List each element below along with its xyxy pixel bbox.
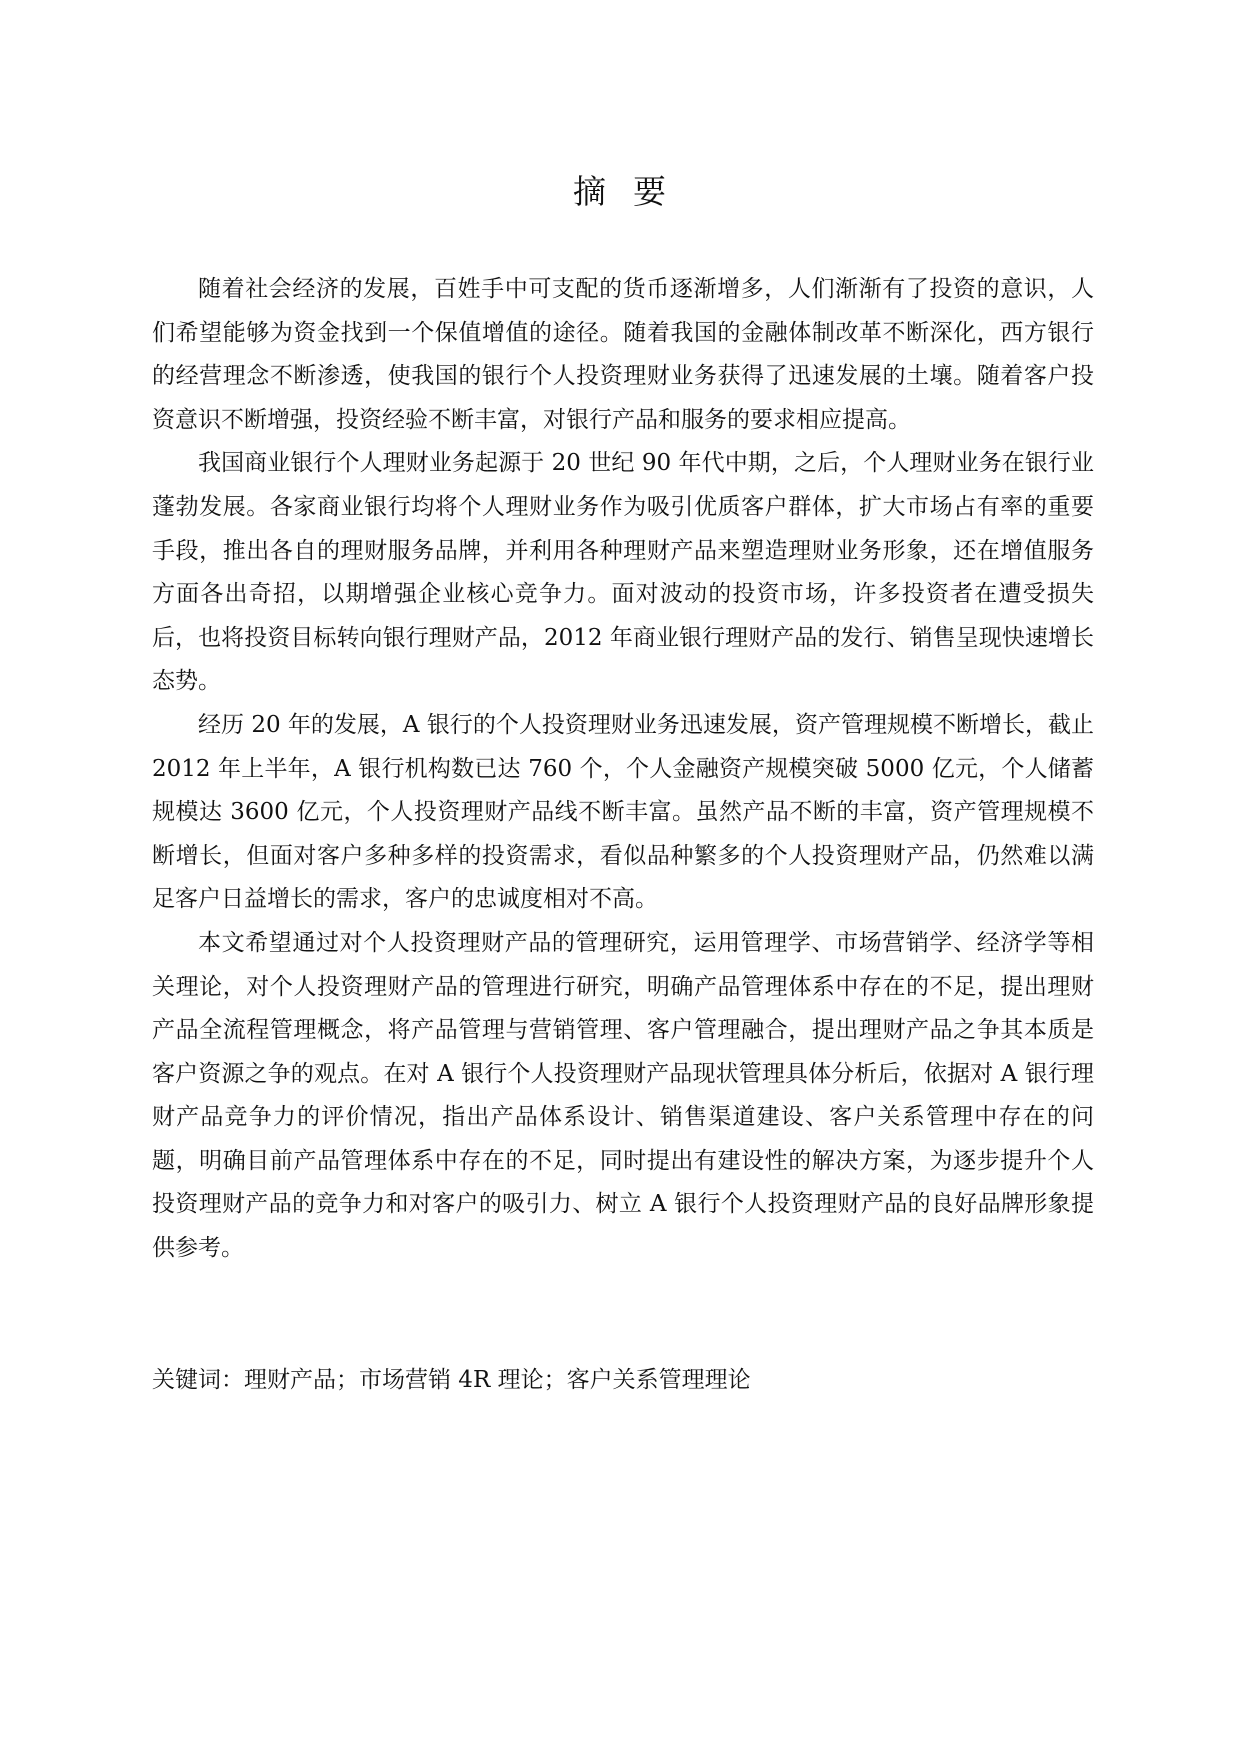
keywords-label: 关键词：	[152, 1367, 244, 1393]
abstract-paragraph-1: 随着社会经济的发展，百姓手中可支配的货币逐渐增多，人们渐渐有了投资的意识，人们希望能够为资金找到一个保值增值的途径。随着我国的金融体制改革不断深化，西方银行的经营理念不断渗透，使我国的银行个人投资理财业务获得了迅速发展的土壤。随着客户投资意识不断增强，投资经验不断丰富，对银行产品和服务的要求相应提高。	[152, 276, 1094, 433]
keywords-text: 理财产品；市场营销 4R 理论；客户关系管理理论	[244, 1367, 751, 1393]
keywords-line	[152, 1359, 1094, 1402]
abstract-paragraph-4: 本文希望通过对个人投资理财产品的管理研究，运用管理学、市场营销学、经济学等相关理论，对个人投资理财产品的管理进行研究，明确产品管理体系中存在的不足，提出理财产品全流程管理概念，将产品管理与营销管理、客户管理融合，提出理财产品之争其本质是客户资源之争的观点。在对 A 银行个人投资理财产品现状管理具体分析后，依据对 A 银行理财产品竞争力的评价情况，指出产品体系设计、销售渠道建设、客户关系管理中存在的问题，明确目前产品管理体系中存在的不足，同时提出有建设性的解决方案，为逐步提升个人投资理财产品的竞争力和对客户的吸引力、树立 A 银行个人投资理财产品的良好品牌形象提供参考。	[152, 929, 1094, 1262]
abstract-body	[152, 268, 1094, 1271]
abstract-paragraph-3: 经历 20 年的发展，A 银行的个人投资理财业务迅速发展，资产管理规模不断增长，截止 2012 年上半年，A 银行机构数已达 760 个，个人金融资产规模突破 5000 亿元，个人储蓄规模达 3600 亿元，个人投资理财产品线不断丰富。虽然产品不断的丰富，资产管理规模不断增长，但面对客户多种多样的投资需求，看似品种繁多的个人投资理财产品，仍然难以满足客户日益增长的需求，客户的忠诚度相对不高。	[152, 711, 1094, 913]
abstract-paragraph-2: 我国商业银行个人理财业务起源于 20 世纪 90 年代中期，之后，个人理财业务在银行业蓬勃发展。各家商业银行均将个人理财业务作为吸引优质客户群体，扩大市场占有率的重要手段，推出各自的理财服务品牌，并利用各种理财产品来塑造理财业务形象，还在增值服务方面各出奇招，以期增强企业核心竞争力。面对波动的投资市场，许多投资者在遭受损失后，也将投资目标转向银行理财产品，2012 年商业银行理财产品的发行、销售呈现快速增长态势。	[152, 450, 1094, 695]
page-title: 摘 要	[573, 172, 668, 211]
